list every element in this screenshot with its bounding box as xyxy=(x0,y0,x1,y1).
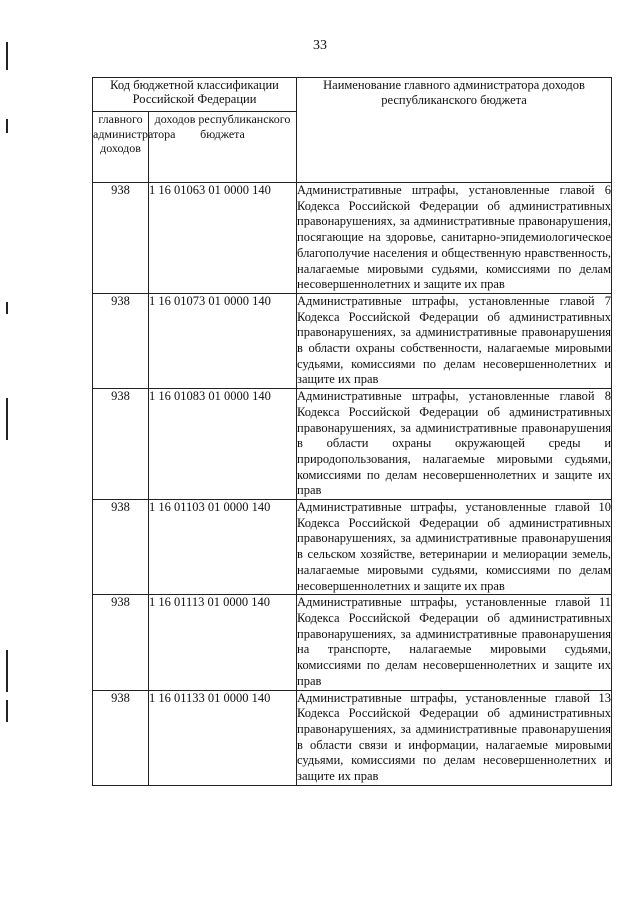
income-name-cell: Административные штрафы, установленные главой 7 Кодекса Российской Федерации об административных правонарушениях, за административные правонарушения в области охраны собственности, налагаемые мировыми судьями, комиссиями по делам несовершеннолетних и защите их прав xyxy=(297,293,612,388)
header-republic-budget-income: доходов республиканского бюджета xyxy=(149,112,297,183)
table-row xyxy=(93,183,612,294)
scan-edge-mark xyxy=(6,700,8,722)
table-header-row xyxy=(93,78,612,112)
table-row xyxy=(93,389,612,500)
table-row xyxy=(93,690,612,785)
header-administrator-name: Наименование главного администратора доходов республиканского бюджета xyxy=(297,78,612,183)
income-code-cell: 1 16 01113 01 0000 140 xyxy=(149,595,297,690)
budget-classification-table xyxy=(92,77,612,786)
admin-code-cell: 938 xyxy=(93,183,149,294)
income-name-cell: Административные штрафы, установленные главой 8 Кодекса Российской Федерации об административных правонарушениях, за административные правонарушения в области охраны окружающей среды и природопользования, налагаемые мировыми судьями, комиссиями по делам несовершеннолетних и защите их прав xyxy=(297,389,612,500)
income-code-cell: 1 16 01083 01 0000 140 xyxy=(149,389,297,500)
scan-edge-mark xyxy=(6,42,8,70)
income-name-cell: Административные штрафы, установленные главой 11 Кодекса Российской Федерации об административных правонарушениях, за административные правонарушения на транспорте, налагаемые мировыми судьями, комиссиями по делам несовершеннолетних и защите их прав xyxy=(297,595,612,690)
income-name-cell: Административные штрафы, установленные главой 6 Кодекса Российской Федерации об административных правонарушениях, за административные правонарушения, посягающие на здоровье, санитарно-эпидемиологическое благополучие населения и общественную нравственность, налагаемые мировыми судьями, комиссиями по делам несовершеннолетних и защите их прав xyxy=(297,183,612,294)
admin-code-cell: 938 xyxy=(93,500,149,595)
income-code-cell: 1 16 01103 01 0000 140 xyxy=(149,500,297,595)
income-name-cell: Административные штрафы, установленные главой 13 Кодекса Российской Федерации об административных правонарушениях, за административные правонарушения в области связи и информации, налагаемые мировыми судьями, комиссиями по делам несовершеннолетних и защите их прав xyxy=(297,690,612,785)
admin-code-cell: 938 xyxy=(93,389,149,500)
scan-edge-mark xyxy=(6,119,8,133)
admin-code-cell: 938 xyxy=(93,690,149,785)
table-row xyxy=(93,500,612,595)
income-code-cell: 1 16 01063 01 0000 140 xyxy=(149,183,297,294)
income-code-cell: 1 16 01073 01 0000 140 xyxy=(149,293,297,388)
income-code-cell: 1 16 01133 01 0000 140 xyxy=(149,690,297,785)
scan-edge-mark xyxy=(6,302,8,314)
admin-code-cell: 938 xyxy=(93,595,149,690)
admin-code-cell: 938 xyxy=(93,293,149,388)
scan-edge-mark xyxy=(6,650,8,692)
page-number: 33 xyxy=(313,38,327,53)
table-row xyxy=(93,595,612,690)
scan-edge-mark xyxy=(6,398,8,440)
table-row xyxy=(93,293,612,388)
header-budget-classification-code: Код бюджетной классификации Российской Федерации xyxy=(93,78,297,112)
income-name-cell: Административные штрафы, установленные главой 10 Кодекса Российской Федерации об административных правонарушениях, за административные правонарушения в сельском хозяйстве, ветеринарии и мелиорации земель, налагаемые мировыми судьями, комиссиями по делам несовершеннолетних и защите их прав xyxy=(297,500,612,595)
header-main-administrator: главного администратора доходов xyxy=(93,112,149,183)
